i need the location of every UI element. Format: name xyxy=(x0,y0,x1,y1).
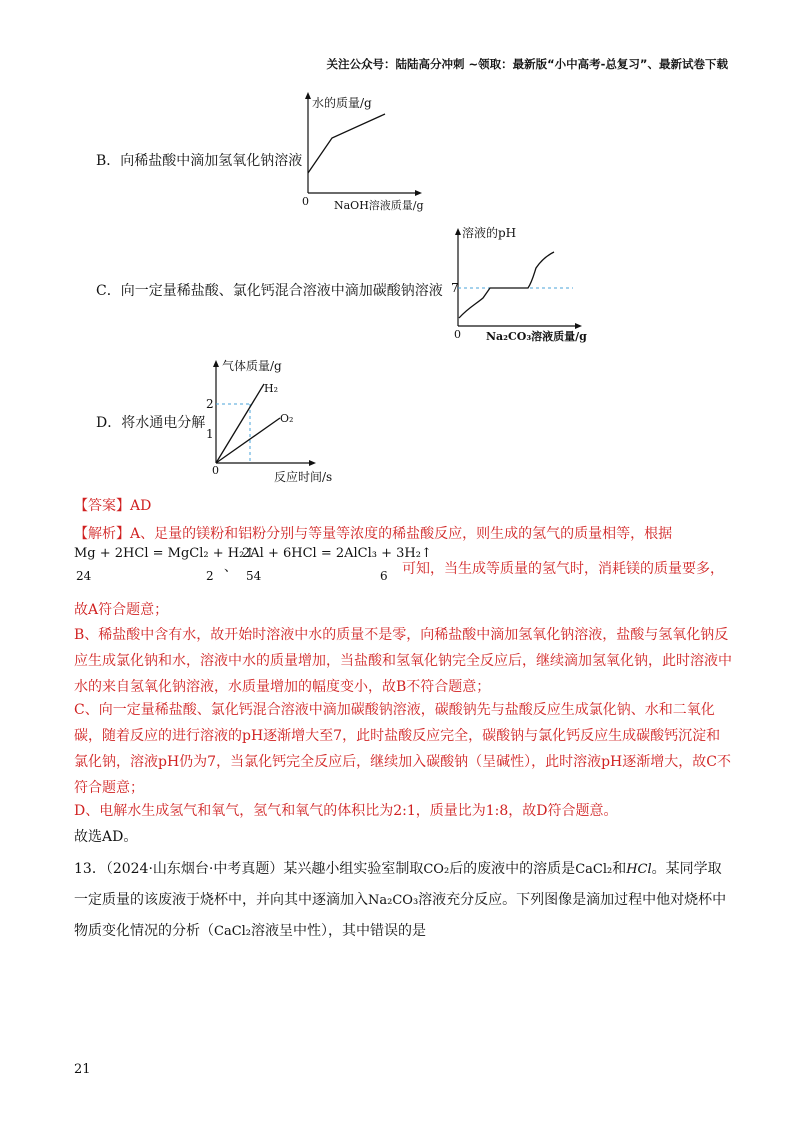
q13-source: （2024·山东烟台·中考真题） xyxy=(105,861,284,877)
c-xlabel: Na₂CO₃溶液质量/g xyxy=(486,330,587,343)
b-curve xyxy=(308,114,385,173)
analysis-d: D、电解水生成氢气和氧气，氢气和氧气的体积比为2:1，质量比为1:8，故D符合题意。 xyxy=(74,803,618,819)
c-y-mark: 7 xyxy=(451,281,459,295)
b-x-arrow xyxy=(415,190,422,196)
analysis-a-tail: 可知，当生成等质量的氢气时，消耗镁的质量要多， xyxy=(402,561,724,577)
analysis-a-end: 故A符合题意； xyxy=(74,602,169,618)
analysis-a-intro: A、足量的镁粉和铝粉分别与等量等浓度的稀盐酸反应，则生成的氢气的质量相等，根据 xyxy=(130,526,673,542)
option-d-graph xyxy=(200,356,350,484)
equation-separator: 、 xyxy=(224,560,238,575)
eq1-left-mass: 24 xyxy=(76,569,92,583)
page-number: 21 xyxy=(74,1062,91,1077)
c-y-arrow xyxy=(455,228,461,235)
analysis-c: C、向一定量稀盐酸、氯化钙混合溶液中滴加碳酸钠溶液，碳酸钠先与盐酸反应生成氯化钠、水和二氧化碳，随着反应的进行溶液的pH逐渐增大至7，此时盐酸反应完全，碳酸钠与氯化钙反应生成碳酸钙沉淀和氯化钠，溶液pH仍为7，当氯化钙完全反应后，继续加入碳酸钠（呈碱性），此时溶液pH逐渐增大，故C不符合题意； xyxy=(74,702,731,796)
q13-and: 和 xyxy=(612,861,627,877)
q13-cacl2: CaCl₂ xyxy=(575,862,613,877)
q13-part3: 。某同学取一定质量的该废液于烧杯中，并向其中逐滴加入 xyxy=(74,861,722,908)
analysis-b: B、稀盐酸中含有水，故开始时溶液中水的质量不是零，向稀盐酸中滴加氢氧化钠溶液，盐酸与氢氧化钠反应生成氯化钠和水，溶液中水的质量增加，当盐酸和氢氧化钠完全反应后，继续滴加氢氧化钠，此时溶液中水的来自氢氧化钠溶液，水质量增加的幅度变小，故B不符合题意； xyxy=(74,627,732,695)
c-curve xyxy=(459,252,554,318)
d-y-arrow xyxy=(213,360,219,367)
q13-number: 13． xyxy=(74,861,106,877)
d-tick-1: 1 xyxy=(206,427,214,441)
equation-mg: Mg + 2HCl = MgCl₂ + H₂↑ xyxy=(74,546,256,561)
d-tick-2: 2 xyxy=(206,397,214,411)
b-ylabel: 水的质量/g xyxy=(312,96,372,110)
q13-co2: CO₂ xyxy=(423,862,450,877)
eq1-right-mass: 2 xyxy=(206,569,214,583)
analysis-label: 【解析】 xyxy=(74,526,130,542)
q13-part2: 后的废液中的溶质是 xyxy=(449,861,576,877)
c-ylabel: 溶液的pH xyxy=(462,226,517,240)
q13-part5: 溶液呈中性），其中错误的是 xyxy=(251,923,427,939)
option-b-label: B．向稀盐酸中滴加氢氧化钠溶液 xyxy=(96,153,303,169)
q13-na2co3: Na₂CO₃ xyxy=(368,893,419,908)
d-ylabel: 气体质量/g xyxy=(222,359,282,373)
d-xlabel: 反应时间/s xyxy=(274,470,333,484)
page-header: 关注公众号：陆陆高分冲刺 ~领取：最新版“小中高考-总复习”、最新试卷下载 xyxy=(326,57,728,71)
option-c-graph xyxy=(438,222,608,350)
analysis-conclusion: 故选AD。 xyxy=(74,829,138,845)
q13-hcl: HCl xyxy=(626,862,652,877)
q13-part1: 某兴趣小组实验室制取 xyxy=(283,861,424,877)
q13-part4: 溶液充分反应。下列图像是滴加过程中他对烧杯中物质变化情况的分析（ xyxy=(74,892,727,939)
d-x-arrow xyxy=(309,460,316,466)
d-o2-label: O₂ xyxy=(280,412,294,425)
option-b-graph xyxy=(290,88,450,218)
option-d-label: D．将水通电分解 xyxy=(96,415,206,431)
d-h2-label: H₂ xyxy=(264,382,279,395)
c-x-arrow xyxy=(575,323,582,329)
b-y-arrow xyxy=(305,92,311,99)
b-xlabel: NaOH溶液质量/g xyxy=(334,199,424,212)
eq2-right-mass: 6 xyxy=(380,569,388,583)
d-h2-line xyxy=(216,384,264,463)
q13-cacl2-b: CaCl₂ xyxy=(214,924,252,939)
b-origin: 0 xyxy=(302,195,309,208)
d-origin: 0 xyxy=(212,464,219,477)
analysis-intro xyxy=(74,523,672,543)
d-o2-line xyxy=(216,418,280,463)
eq2-left-mass: 54 xyxy=(246,569,262,583)
c-origin: 0 xyxy=(454,328,461,341)
question-13 xyxy=(74,854,734,947)
answer-line: 【答案】AD xyxy=(74,498,152,514)
equation-al: 2Al + 6HCl = 2AlCl₃ + 3H₂↑ xyxy=(242,546,432,561)
option-c-label: C．向一定量稀盐酸、氯化钙混合溶液中滴加碳酸钠溶液 xyxy=(96,283,443,299)
equations-row xyxy=(74,546,734,590)
